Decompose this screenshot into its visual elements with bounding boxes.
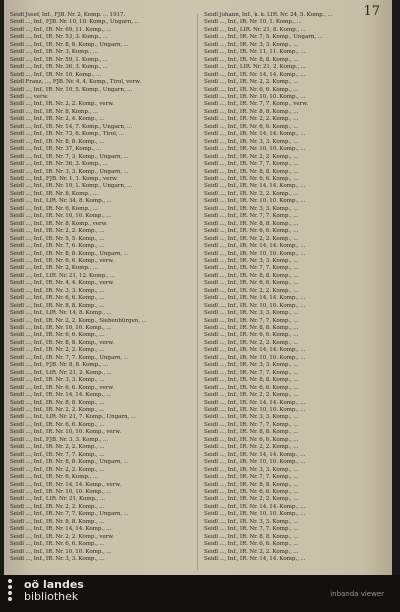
left-column-entry: Seidl ..., Inf., IR. Nr. 14, 14. Komp., verw.: [10, 481, 122, 488]
right-column-entry: Seidl ..., Inf., IR. Nr. 2, 2. Komp., ...: [204, 444, 299, 451]
right-column-entry: Seidl ..., Inf., IR. Nr. 14, 14. Komp., ...: [204, 71, 306, 78]
right-column-entry: Seidl ..., Inf., IR. Nr. 6, 6. Komp., ...: [204, 123, 299, 130]
right-column-entry: Seidl ..., Inf., IR. Nr. 6, 6. Komp., ...: [204, 175, 299, 182]
left-column-entry: Seidl ..., Inf., IR. Nr. 8, 8. Komp., Ungarn, ...: [10, 250, 129, 257]
left-column-entry: Seidl ..., Inf., LIR. Nr. 21, 7. Komp., Ungarn, ...: [10, 414, 136, 421]
library-logo[interactable]: [8, 579, 84, 603]
right-column-entry: Seidl ..., Inf., IR. Nr. 10, 10. Komp., ...: [204, 302, 306, 309]
right-column-entry: Seidl ..., Inf., IR. Nr. 2, 2. Komp., ...: [204, 79, 299, 86]
right-column-entry: Seidl ..., Inf., IR. Nr. 7, 7. Komp., ...: [204, 265, 299, 272]
right-column-entry: Seidl ..., Inf., IR. Nr. 3, 3. Komp., ...: [204, 41, 299, 48]
page-number: 17: [363, 4, 380, 19]
left-column-entry: Seidl ..., Inf., IR. Nr. 3, 3. Komp., ...: [10, 556, 105, 563]
left-column-entry: Seidl ..., Inf., IR. Nr. 10, 5. Komp., Ungarn, ...: [10, 86, 133, 93]
left-column-entry: Seidl ..., Inf., IR. Nr. 10, 10. Komp., ...: [10, 548, 112, 555]
right-column-entry: Seidl ..., Inf., IR. Nr. 14, 14. Komp., ...: [204, 243, 306, 250]
right-column-entry: Seidl ..., Inf., IR. Nr. 2, 2. Komp., ...: [204, 153, 299, 160]
right-column-entry: Seidl ..., Inf., IR. Nr. 10, 10. Komp., ...: [204, 93, 306, 100]
left-column-entry: Seidl ..., Inf., IR. Nr. 2, 2. Komp., ...: [10, 347, 105, 354]
right-column-entry: Seidl ..., Inf., IR. Nr. 7, 7. Komp., ...: [204, 317, 299, 324]
left-column-entry: Seidl ..., Inf., FJB. Nr. 8, 8. Komp., ...: [10, 362, 109, 369]
left-column-entry: Seidl ..., Inf., IR. Nr. 2, 2. Komp., verw.: [10, 533, 115, 540]
right-column-entry: Seidl ..., Inf., IR. Nr. 2, 2. Komp., ...: [204, 190, 299, 197]
left-column-entry: Seidl ..., Inf., FJB. Nr. 3, 3. Komp., ...: [10, 436, 109, 443]
left-column-entry: Seidl ..., Inf., LIR. Nr. 34, 8. Komp., ...: [10, 198, 112, 205]
right-column-entry: Seidl ..., Inf., IR. Nr. 10, 10. Komp., ...: [204, 511, 306, 518]
left-column-entry: Seidl ..., Inf., IR. Nr. 3, 3. Komp., ...: [10, 377, 105, 384]
right-column-entry: Seidl ..., Inf., IR. Nr. 10, 10. Komp., ...: [204, 250, 306, 257]
right-column-entry: Seidl ..., Inf., IR. Nr. 2, 2. Komp., ...: [204, 339, 299, 346]
logo-dots-icon: [8, 579, 20, 603]
left-column-entry: Seidl ..., Inf., IR. Nr. 6, 6. Komp., verw.: [10, 257, 115, 264]
right-column-entry: Seidl ..., Inf., IR. Nr. 8, 8. Komp., ...: [204, 272, 299, 279]
logo-line-1: oö landes: [24, 578, 84, 591]
right-column-entry: Seidl ..., Inf., IR. Nr. 2, 2. Komp., ...: [204, 235, 299, 242]
left-column-entry: Seidl ..., Inf., IR. Nr. 7, 7. Komp., Ungarn, ...: [10, 354, 129, 361]
right-column-entry: Seidl ..., Inf., IR. Nr. 6, 6. Komp., ...: [204, 86, 299, 93]
left-column-entry: Seidl ..., Inf., IR. Nr. 6, 6. Komp., ...: [10, 332, 105, 339]
right-column-entry: Seidl ..., Inf., IR. Nr. 2, 2. Komp., ...: [204, 496, 299, 503]
left-column-entry: Seidl ..., Inf., IR. Nr. 8, 8. Komp., verw.: [10, 339, 115, 346]
right-column-entry: Seidl ..., Inf., IR. Nr. 7, 7. Komp., ...: [204, 526, 299, 533]
logo-line-2: bibliothek: [24, 590, 79, 603]
right-column-entry: Seidl ..., Inf., IR. Nr. 3, 3. Komp., ...: [204, 205, 299, 212]
left-column-entry: Seidl ..., Inf., IR. Nr. 6, 6. Komp., ...: [10, 421, 105, 428]
right-column-entry: Seidl ..., Inf., IR. Nr. 3, 3. Komp., ...: [204, 138, 299, 145]
right-column-entry: Seidl ..., Inf., IR. Nr. 7, 7. Komp., ...: [204, 421, 299, 428]
left-column-entry: Seidl ..., Inf., IR. Nr. 8, Komp., ...: [10, 108, 98, 115]
left-column-entry: Seidl ..., Inf., IR. Nr. 3, Komp., ...: [10, 49, 98, 56]
right-column: [204, 12, 380, 564]
left-column-entry: Seidl ..., Inf., IR. Nr. 14, 14. Komp., ...: [10, 392, 112, 399]
left-column-entry: Seidl ..., Inf., IR. Nr. 2, 4. Komp., ...: [10, 116, 105, 123]
left-column-entry: Seidl ..., Inf., IR. Nr. 36, 3. Komp., ...: [10, 64, 108, 71]
right-column-entry: Seidl ..., Inf., IR. Nr. 14, 14. Komp., ...: [204, 451, 306, 458]
scanned-page: [4, 0, 392, 575]
left-column-entry: Seidl ..., Inf., FJB. Nr. 10, 10. Komp., Ungarn, ...: [10, 19, 140, 26]
right-column-entry: Seidl ..., Inf., IR. Nr. 8, 8. Komp., ...: [204, 56, 299, 63]
left-column-entry: Seidl ..., Inf., IR. Nr. 8, 8. Komp., ...: [10, 518, 105, 525]
right-column-entry: Seidl ..., Inf., IR. Nr. 10, 1. Komp., ...: [204, 19, 302, 26]
right-column-entry: Seidl ..., Inf., IR. Nr. 7, 7. Komp., ...: [204, 161, 299, 168]
left-column-entry: Seidl ..., Inf., LIR. Nr. 21, Komp., ...: [10, 496, 106, 503]
left-column-entry: Seidl ..., Inf., IR. Nr. 7, 6. Komp., ...: [10, 243, 105, 250]
left-column-entry: Seidl ..., Inf., IR. Nr. 14, 14. Komp., ...: [10, 526, 112, 533]
left-column-entry: Seidl ..., Inf., IR. Nr. 7, 7. Komp., ...: [10, 451, 105, 458]
left-column-entry: Seidl ..., Inf., IR. Nr. 59, 1. Komp., ...: [10, 56, 108, 63]
left-column-entry: Seidl ..., Inf., IR. Nr. 10, 10. Komp., ...: [10, 489, 112, 495]
left-column-entry: Seidl ..., Inf., IR. Nr. 37, Komp., ...: [10, 146, 102, 153]
left-column-entry: Seidl ..., Inf., IR. Nr. 73, 6. Komp., Tirol, ...: [10, 131, 125, 138]
left-column-entry: Seidl ..., Inf., LIR. Nr. 21, 2. Komp., ...: [10, 369, 112, 376]
left-column-entry: Seidl ..., Inf., IR. Nr. 10, 10. Komp., verw.: [10, 429, 122, 436]
left-column-entry: Seidl ..., Inf., IR. Nr. 8, 8. Komp., Ungarn, ...: [10, 459, 129, 466]
left-column-entry: Seidl ..., Inf., IR. Nr. 5, 5. Komp., ...: [10, 235, 105, 242]
right-column-entry: Seidl ..., Inf., IR. Nr. 3, 3. Komp., ...: [204, 257, 299, 264]
left-column-entry: Seidl ..., Inf., IR. Nr. 14, 7. Komp., Ungarn, ...: [10, 123, 133, 130]
left-column-entry: Seidl ..., Inf., IR. Nr. 10, 10. Komp., ...: [10, 325, 112, 332]
left-column-entry: Seidl ..., Inf., IR. Nr. 2, 2. Komp., ...: [10, 407, 105, 414]
right-column-entry: Seidl ..., Inf., LIR. Nr. 21, 2. Komp., ...: [204, 64, 306, 71]
left-column-entry: Seidl ..., Inf., IR. Nr. 2, 2. Komp., verw.: [10, 101, 115, 108]
right-column-entry: Seidl ..., Inf., IR. Nr. 2, 2. Komp., ...: [204, 548, 299, 555]
column-divider: [197, 14, 198, 570]
right-column-entry: Seidl ..., Inf., IR. Nr. 7, 7. Komp., ...: [204, 369, 299, 376]
left-column-entry: Seidl ..., Inf., IR. Nr. 36, 3. Komp., ...: [10, 161, 108, 168]
right-column-entry: Seidl ..., Inf., IR. Nr. 8, 8. Komp., ...: [204, 108, 299, 115]
right-column-entry: Seidl ..., Inf., IR. Nr. 10, 10. Komp., ...: [204, 146, 306, 153]
right-column-entry: Seidl ..., Inf., IR. Nr. 14, 14. Komp., ...: [204, 347, 306, 354]
right-column-entry: Seidl ..., Inf., IR. Nr. 8, 8. Komp., ...: [204, 377, 299, 384]
right-column-entry: Seidl ..., Inf., IR. Nr. 10, 10. Komp., ...: [204, 354, 306, 361]
right-column-entry: Seidl ..., Inf., IR. Nr. 6, 6. Komp., ...: [204, 541, 299, 548]
left-column-entry: Seidl ..., Inf., IR. Nr. 2, Komp., ...: [10, 265, 98, 272]
right-column-entry: Seidl ..., Inf., IR. Nr. 6, 6. Komp., ...: [204, 436, 299, 443]
viewer-credit[interactable]: inbanda viewer: [330, 590, 384, 598]
left-column-entry: Seidl ..., Inf., IR. Nr. 8, 8. Komp., Ungarn, ...: [10, 41, 129, 48]
right-column-entry: Seidl ..., Inf., IR. Nr. 2, 2. Komp., ...: [204, 287, 299, 294]
left-column-entry: Seidl ..., Inf., IR. Nr. 3, 3. Komp., ...: [10, 287, 105, 294]
left-column-entry: Seidl Franz, ..., FJB. Nr. 4, 4. Komp., Tirol, verw.: [10, 79, 141, 86]
left-column-entry: Seidl ..., Inf., IR. Nr. 10, 10. Komp., ...: [10, 213, 112, 220]
right-column-entry: Seidl ..., Inf., IR. Nr. 14, 14. Komp., ...: [204, 131, 306, 138]
left-column-entry: Seidl ..., Inf., LIR. Nr. 21, 12. Komp., ...: [10, 272, 116, 279]
left-column-entry: Seidl ..., Inf., IR. Nr. 8, 8. Komp., ...: [10, 138, 105, 145]
right-column-entry: Seidl ..., Inf., IR. Nr. 6, 6. Komp., ...: [204, 228, 299, 235]
right-column-entry: Seidl ..., Inf., IR. Nr. 8, 8. Komp., ...: [204, 168, 299, 175]
right-column-entry: Seidl ..., Inf., IR. Nr. 6, 6. Komp., ...: [204, 280, 299, 287]
right-column-entry: Seidl ..., Inf., IR. Nr. 14, 14. Komp., ...: [204, 183, 306, 190]
right-column-entry: Seidl ..., Inf., IR. Nr. 3, 3. Komp., ...: [204, 466, 299, 473]
right-column-entry: Seidl ..., Inf., IR. Nr. 14, 14. Komp., ...: [204, 503, 306, 510]
left-column-entry: Seidl ..., Inf., IR. Nr. 6, Komp., ...: [10, 205, 98, 212]
right-column-entry: Seidl ..., Inf., IR. Nr. 6, 6. Komp., ...: [204, 489, 299, 495]
right-column-entry: Seidl ..., Inf., IR. Nr. 10, 10. Komp., ...: [204, 459, 306, 466]
right-column-entry: Seidl ..., Inf., IR. Nr. 2, 2. Komp., ...: [204, 116, 299, 123]
right-column-entry: Seidl ..., Inf., IR. Nr. 8, 8. Komp., ...: [204, 429, 299, 436]
right-column-entry: Seidl ..., Inf., IR. Nr. 7, 7. Komp., verw.: [204, 101, 309, 108]
right-column-entry: Seidl ..., Inf., IR. Nr. 6, 6. Komp., ...: [204, 332, 299, 339]
left-column-entry: Seidl ..., Inf., IR. Nr. 8, 8. Komp., ...: [10, 399, 105, 406]
left-column-entry: Seidl ..., Inf., IR. Nr. 10, Komp., ...: [10, 71, 102, 78]
left-column-entry: Seidl ..., Inf., IR. Nr. 8, 8. Komp., ...: [10, 302, 105, 309]
left-column-entry: Seidl ..., verw.: [10, 93, 49, 100]
right-column-entry: Seidl ..., Inf., IR. Nr. 8, 8. Komp., ...: [204, 220, 299, 227]
right-column-entry: Seidl ..., Inf., IR. Nr. 8, 8. Komp., ...: [204, 481, 299, 488]
right-column-entry: Seidl ..., Inf., IR. Nr. 2, 2. Komp., ...: [204, 392, 299, 399]
left-column-entry: Seidl ..., Inf., IR. Nr. 69, 11. Komp., ...: [10, 26, 112, 33]
left-column-entry: Seidl ..., Inf., IR. Nr. 2, 2. Komp., ...: [10, 228, 105, 235]
left-column: [10, 12, 186, 564]
right-column-entry: Seidl ..., Inf., IR. Nr. 8, 8. Komp., ...: [204, 533, 299, 540]
left-column-entry: Seidl Josef, Inf., FJB. Nr. 2, Komp. ... 1917.: [10, 12, 126, 18]
right-column-entry: Seidl ..., Inf., IR. Nr. 7, 7. Komp., ...: [204, 213, 299, 220]
right-column-entry: Seidl ..., Inf., IR. Nr. 14, 14. Komp., ...: [204, 295, 306, 302]
right-column-entry: Seidl Johann, Inf., k. k. LIR. Nr. 24, 5. Komp., ...: [204, 12, 333, 18]
left-column-entry: Seidl ..., Inf., IR. Nr. 8, Komp., ...: [10, 190, 98, 197]
right-column-entry: Seidl ..., Inf., IR. Nr. 8, 8. Komp., ...: [204, 325, 299, 332]
left-column-entry: Seidl ..., Inf., IR. Nr. 2, 2. Komp., Siebenbürgen, ...: [10, 317, 147, 324]
right-column-entry: Seidl ..., Inf., IR. Nr. 10, 10. Komp., ...: [204, 198, 306, 205]
left-column-entry: Seidl ..., Inf., IR. Nr. 4, 4. Komp., verw.: [10, 280, 115, 287]
left-column-entry: Seidl ..., Inf., IR. Nr. 7, 3. Komp., Ungarn, ...: [10, 153, 129, 160]
right-column-entry: Seidl ..., Inf., IR. Nr. 7, 7. Komp., ...: [204, 474, 299, 481]
right-column-entry: Seidl ..., Inf., IR. Nr. 3, 3. Komp., ...: [204, 362, 299, 369]
left-column-entry: Seidl ..., Inf., FJB. Nr. 1, 1. Komp., verw.: [10, 175, 118, 182]
right-column-entry: Seidl ..., Inf., IR. Nr. 7, 5. Komp., Ungarn, ...: [204, 34, 323, 41]
left-column-entry: Seidl ..., Inf., IR. Nr. 7, 7. Komp., Ungarn, ...: [10, 511, 129, 518]
right-column-entry: Seidl ..., Inf., IR. Nr. 11, 11. Komp., ...: [204, 49, 306, 56]
left-column-entry: Seidl ..., Inf., IR. Nr. 10, 1. Komp., Ungarn, ...: [10, 183, 133, 190]
left-column-entry: Seidl ..., Inf., IR. Nr. 6, Komp., ...: [10, 474, 98, 481]
right-column-entry: Seidl ..., Inf., IR. Nr. 6, 6. Komp., ...: [204, 384, 299, 391]
left-column-entry: Seidl ..., Inf., LIR. Nr. 14, 8. Komp., ...: [10, 310, 112, 317]
right-column-entry: Seidl ..., Inf., IR. Nr. 3, 3. Komp., ...: [204, 518, 299, 525]
left-column-entry: Seidl ..., Inf., IR. Nr. 6, 6. Komp., ...: [10, 541, 105, 548]
right-column-entry: Seidl ..., Inf., IR. Nr. 10, 10. Komp., ...: [204, 407, 306, 414]
right-column-entry: Seidl ..., Inf., IR. Nr. 3, 3. Komp., ...: [204, 310, 299, 317]
left-column-entry: Seidl ..., Inf., IR. Nr. 3, 3. Komp., Ungarn, ...: [10, 168, 129, 175]
right-column-entry: Seidl ..., Inf., IR. Nr. 14, 14. Komp., ...: [204, 556, 306, 563]
left-column-entry: Seidl ..., Inf., IR. Nr. 2, 2. Komp., ...: [10, 503, 105, 510]
left-column-entry: Seidl ..., Inf., IR. Nr. 2, 2. Komp., ...: [10, 466, 105, 473]
right-column-entry: Seidl ..., Inf., IR. Nr. 14, 14. Komp., ...: [204, 399, 306, 406]
right-column-entry: Seidl ..., Inf., LIR. Nr. 21, 8. Komp., ...: [204, 26, 306, 33]
left-column-entry: Seidl ..., Inf., IR. Nr. 2, 2. Komp., ...: [10, 444, 105, 451]
left-column-entry: Seidl ..., Inf., IR. Nr. 53, 3. Komp., ...: [10, 34, 108, 41]
left-column-entry: Seidl ..., Inf., IR. Nr. 6, 6. Komp., verw.: [10, 384, 115, 391]
left-column-entry: Seidl ..., Inf., IR. Nr. 6, 6. Komp., ...: [10, 295, 105, 302]
left-column-entry: Seidl ..., Inf., IR. Nr. 8, Komp., verw.: [10, 220, 108, 227]
right-column-entry: Seidl ..., Inf., IR. Nr. 3, 3. Komp., ...: [204, 414, 299, 421]
